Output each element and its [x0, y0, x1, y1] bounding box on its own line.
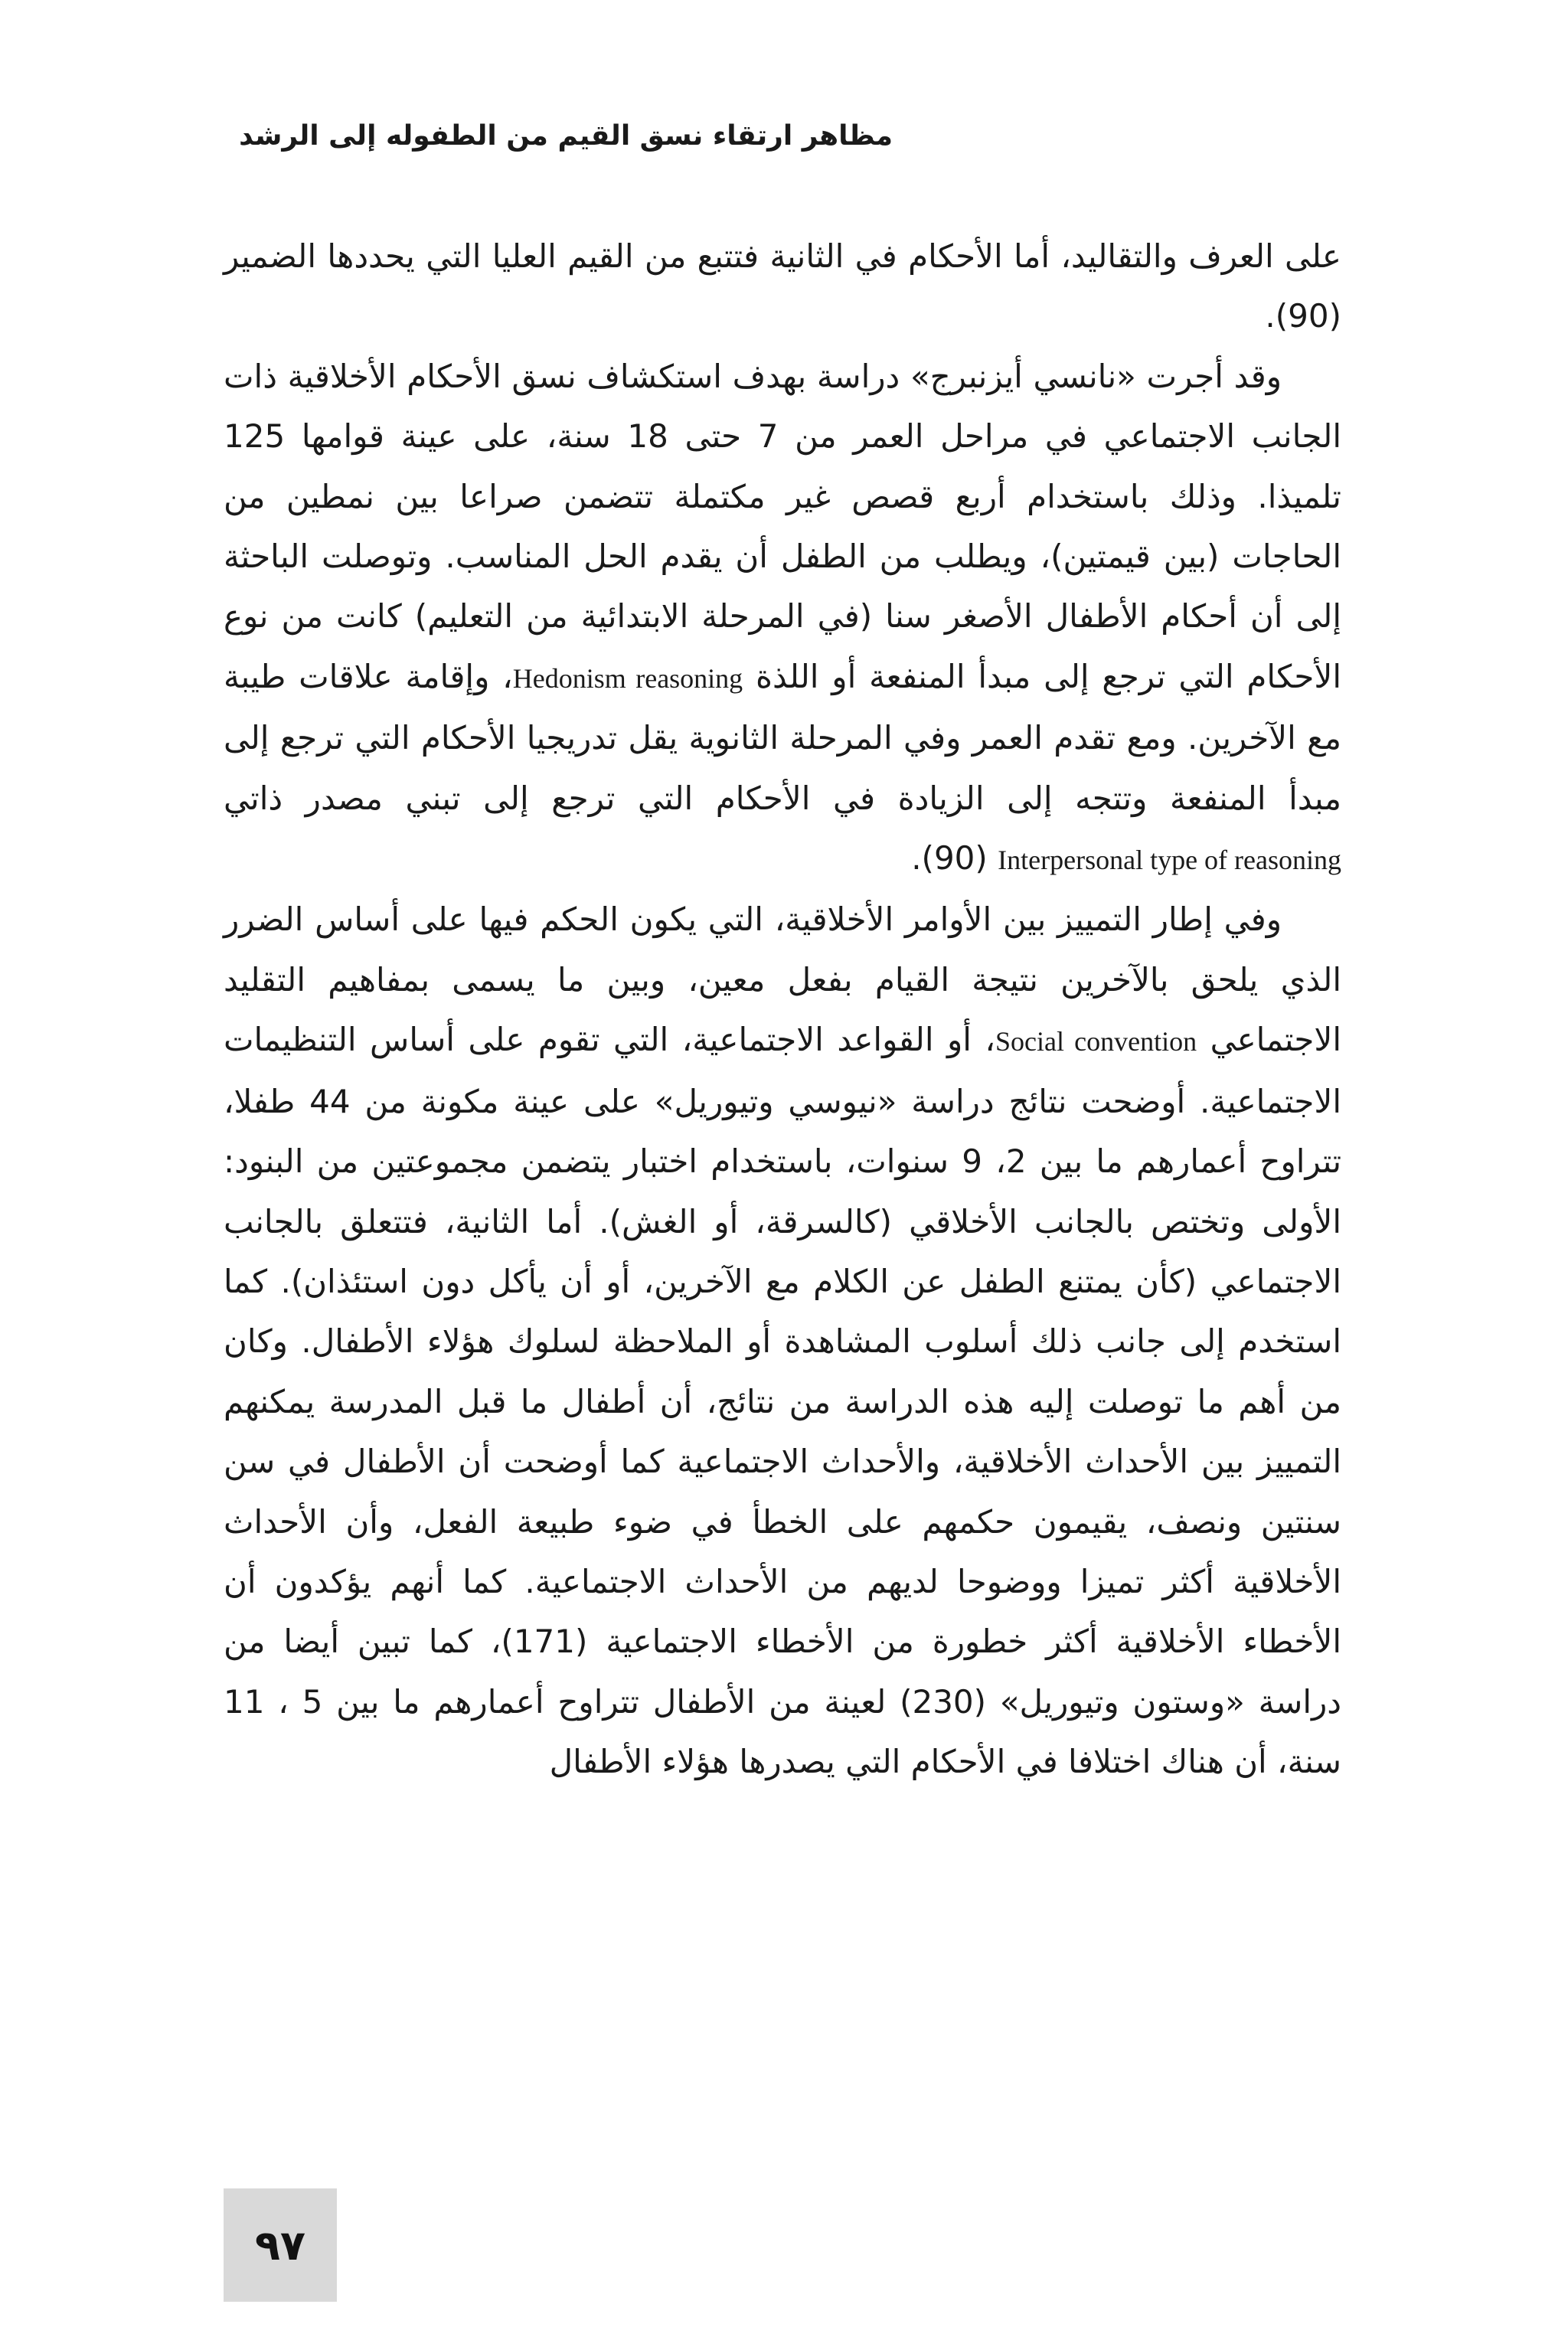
- body-text: [224, 227, 1341, 1793]
- paragraph-2-citation: (90).: [911, 839, 988, 878]
- running-head-title: مظاهر ارتقاء نسق القيم من الطفوله إلى الرشد: [239, 120, 893, 152]
- paragraph-3: [224, 890, 1341, 1792]
- paragraph-3-text-b: ، أو القواعد الاجتماعية، التي تقوم على أساس التنظيمات الاجتماعية. أوضحت نتائج دراسة «نيوسي وتيوريل» على عينة مكونة من 44 طفلا، تتراوح أعمارهم ما بين 2، 9 سنوات، باستخدام اختبار يتضمن مجموعتين من البنود: الأولى وتختص بالجانب الأخلاقي (كالسرقة، أو الغش). أما الثانية، فتتعلق بالجانب الاجتماعي (كأن يمتنع الطفل عن الكلام مع الآخرين، أو أن يأكل دون استئذان). كما استخدم إلى جانب ذلك أسلوب المشاهدة أو الملاحظة لسلوك هؤلاء الأطفال. وكان من أهم ما توصلت إليه هذه الدراسة من نتائج، أن أطفال ما قبل المدرسة يمكنهم التمييز بين الأحداث الأخلاقية، والأحداث الاجتماعية كما أوضحت أن الأطفال في سن سنتين ونصف، يقيمون حكمهم على الخطأ في ضوء طبيعة الفعل، وأن الأحداث الأخلاقية أكثر تميزا ووضوحا لديهم من الأحداث الاجتماعية. كما أنهم يؤكدون أن الأخطاء الأخلاقية أكثر خطورة من الأخطاء الاجتماعية (171)، كما تبين أيضا من دراسة «وستون وتيوريل» (230) لعينة من الأطفال تتراوح أعمارهم ما بين 5 ، 11 سنة، أن هناك اختلافا في الأحكام التي يصدرها هؤلاء الأطفال: [224, 1021, 1342, 1781]
- paragraph-2-text-b: ، وإقامة علاقات طيبة مع الآخرين. ومع تقدم العمر وفي المرحلة الثانوية يقل تدريجيا الأحكام التي ترجع إلى مبدأ المنفعة وتتجه إلى الزيادة في الأحكام التي ترجع إلى تبني مصدر ذاتي: [224, 657, 1341, 817]
- page-number: ٩٧: [255, 2221, 305, 2270]
- paragraph-2: [224, 347, 1341, 891]
- term-social-convention: Social convention: [995, 1026, 1197, 1057]
- term-hedonism-reasoning: Hedonism reasoning: [512, 662, 743, 694]
- term-interpersonal-reasoning: Interpersonal type of reasoning: [998, 845, 1341, 876]
- page-number-box: [224, 2188, 337, 2302]
- paragraph-1: على العرف والتقاليد، أما الأحكام في الثانية فتتبع من القيم العليا التي يحددها الضمير (90).: [224, 237, 1341, 335]
- paragraph-2-text-a: وقد أجرت «نانسي أيزنبرج» دراسة بهدف استكشاف نسق الأحكام الأخلاقية ذات الجانب الاجتماعي في مراحل العمر من 7 حتى 18 سنة، على عينة قوامها 125 تلميذا. وذلك باستخدام أربع قصص غير مكتملة تتضمن صراعا بين نمطين من الحاجات (بين قيمتين)، ويطلب من الطفل أن يقدم الحل المناسب. وتوصلت الباحثة إلى أن أحكام الأطفال الأصغر سنا (في المرحلة الابتدائية من التعليم) كانت من نوع الأحكام التي ترجع إلى مبدأ المنفعة أو اللذة: [224, 357, 1341, 695]
- paragraph-3-text-a: وفي إطار التمييز بين الأوامر الأخلاقية، التي يكون الحكم فيها على أساس الضرر الذي يلحق بالآخرين نتيجة القيام بفعل معين، وبين ما يسمى بمفاهيم التقليد الاجتماعي: [224, 900, 1341, 1059]
